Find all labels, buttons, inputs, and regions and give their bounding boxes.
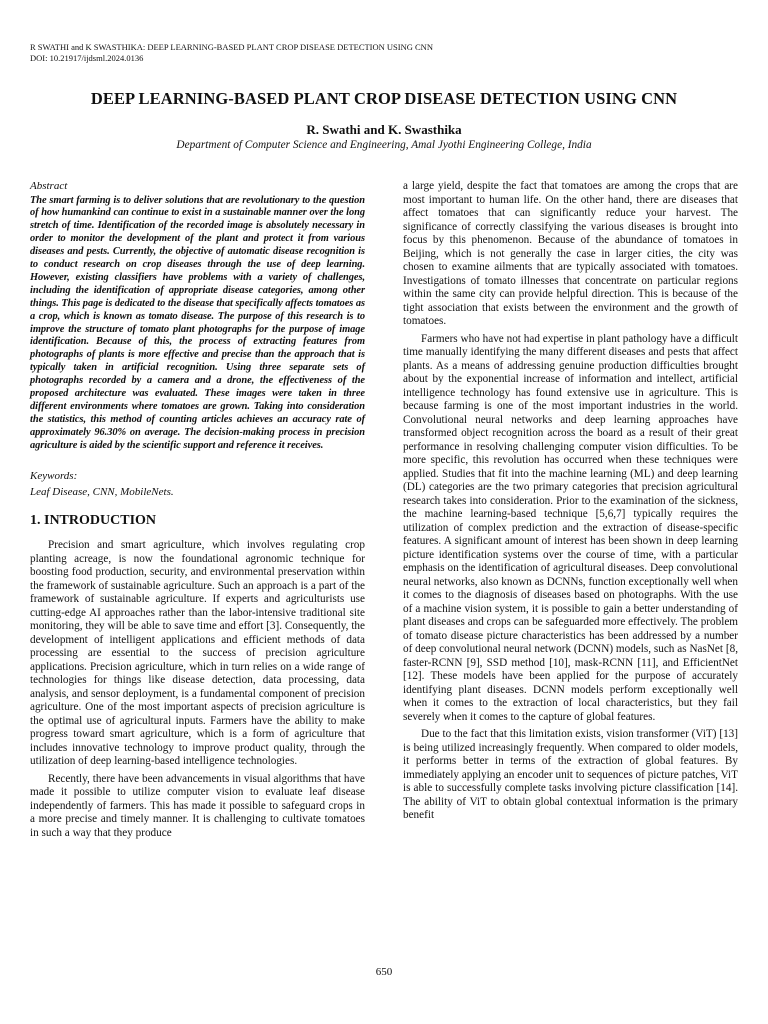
paragraph: Due to the fact that this limitation exists, vision transformer (ViT) [13] is being utilized increasingly frequently. When compared to older models, it performs better in terms of the extraction of global features. By immediately applying an encoder unit to sequences of picture patches, ViT is able to successfully complete tasks involving picture classification [14]. The ability of ViT to obtain global contextual information is the primary benefit <box>403 728 738 821</box>
paragraph: Precision and smart agriculture, which involves regulating crop planting acreage, is now the foundational agronomic technique for boosting food production, security, and environmental preservation within the framework of sustainable agriculture. Such an approach is a part of the framework of sustainable agriculture. If experts and agriculturists use cutting-edge AI approaches rather than the labor-intensive traditional site monitoring, they will be able to save time and effort [3]. Consequently, the development of intelligent applications and efficient methods of data processing are essential to the success of precision agriculture applications. Precision agriculture, which in turn relies on a wide range of technologies for things like disease detection, data processing, data analysis, and sensor deployment, is a fundamental component of precision agriculture. One of the most important aspects of precision agriculture is the optimal use of agricultural inputs. Farmers have the ability to make progress toward smart agriculture, which is a form of agriculture that includes innovative technology to improve product quality, through the utilization of deep learning-based intelligence technologies. <box>30 539 365 768</box>
section-heading-introduction: 1. INTRODUCTION <box>30 512 157 528</box>
running-header <box>30 42 433 64</box>
abstract-heading: Abstract <box>30 180 68 192</box>
keywords-text: Leaf Disease, CNN, MobileNets. <box>30 486 174 499</box>
running-title: R SWATHI and K SWASTHIKA: DEEP LEARNING-BASED PLANT CROP DISEASE DETECTION USING CNN <box>30 42 433 52</box>
right-column <box>403 180 738 823</box>
abstract-text: The smart farming is to deliver solutions that are revolutionary to the question of how humankind can continue to exist in a sustainable manner over the long stretch of time. Identification of the recorded image is absolutely necessary in order to monitor the development of the plant and protect it from various diseases and pests. Currently, the objective of automatic disease recognition is to conduct research on crop diseases through the use of deep learning. However, existing classifiers have problems with a variety of challenges, including the identification of appropriate disease categories, among other things. This page is dedicated to the disease that specifically affects tomatoes as a crop, which is known as tomato disease. The purpose of this research is to improve the structure of tomato plant photographs for the purpose of image identification. Because of this, the process of extracting features from photographs of plants is more effective and precise than the approach that is typically taken in artificial recognition. Using three separate sets of photographs recorded by a camera and a drone, the effectiveness of the proposed architecture was evaluated. These images were taken in three different environments where tomatoes are grown. Taking into consideration the statistics, this method of counting articles achieves an accuracy rate of approximately 96.30% on average. The decision-making process in precision agriculture is aided by the scientific support and reference it receives. <box>30 194 365 451</box>
paragraph: Recently, there have been advancements in visual algorithms that have made it possible to utilize computer vision to evaluate leaf disease independently of farmers. This has made it possible to safeguard crops in a more precise and timely manner. It is challenging to cultivate tomatoes in such a way that they produce <box>30 772 365 839</box>
doi: DOI: 10.21917/ijdsml.2024.0136 <box>30 53 144 63</box>
paper-authors: R. Swathi and K. Swasthika <box>306 122 462 137</box>
paper-affiliation: Department of Computer Science and Engineering, Amal Jyothi Engineering College, India <box>176 139 592 151</box>
paragraph: Farmers who have not had expertise in plant pathology have a difficult time manually identifying the many different diseases and pests that affect plants. As a means of addressing genuine production difficulties brought about by the exponential increase of information and intellect, artificial intelligence technology has found extensive use in agriculture. This is because farming is one of the most important industries in the world. Convolutional neural networks and deep learning approaches have transformed object recognition across the board as a result of their great performance in resolving challenging computer vision difficulties. To be more specific, this revolution has occurred when these techniques were applied. Studies that fit into the machine learning (ML) and deep learning (DL) categories are the two primary categories that precision agricultural research takes into consideration. Prior to the examination of the sickness, the machine learning-based technique [5,6,7] typically requires the utilization of complex prediction and the extraction of disease-specific features. A significant amount of interest has been shown in deep learning picture identification systems over the course of time, with a particular emphasis on the identification of agricultural diseases. Deep convolutional neural networks, also known as DCNNs, function exceptionally well when it comes to the diagnosis of diseases based on photographs. With the use of a machine vision system, it is possible to gain a better understanding of plant diseases and crops can be safeguarded more effectively. The problem of tomato disease picture characteristics has been addressed by a number of deep convolutional neural network (DCNN) models, such as NasNet [8, faster-RCNN [9], SSD method [10], mask-RCNN [11], and EfficientNet [12]. These models have been applied for the purpose of accurately identifying plant diseases. DCNN models perform exceptionally well when it comes to the extraction of local characteristics, but they fail severely when it comes to the capture of global features. <box>403 332 738 723</box>
left-column <box>30 180 365 840</box>
paragraph: a large yield, despite the fact that tomatoes are among the crops that are most important to human life. On the other hand, there are diseases that affect tomatoes that can significantly reduce your harvest. The significance of correctly classifying the various diseases is brought into focus by this phenomenon. Because of the abundance of tomatoes in Beijing, which is not generally the case in larger cities, the city was chosen to examine ailments that are typically associated with tomatoes. Investigations of tomato illnesses that concentrate on particular regions within the same city can provide helpful direction. This is because of the tight association that exists between the environment and the growth of tomatoes. <box>403 180 738 327</box>
page-number: 650 <box>375 966 393 978</box>
paper-title: DEEP LEARNING-BASED PLANT CROP DISEASE DETECTION USING CNN <box>90 89 678 108</box>
keywords-heading: Keywords: <box>30 469 78 482</box>
